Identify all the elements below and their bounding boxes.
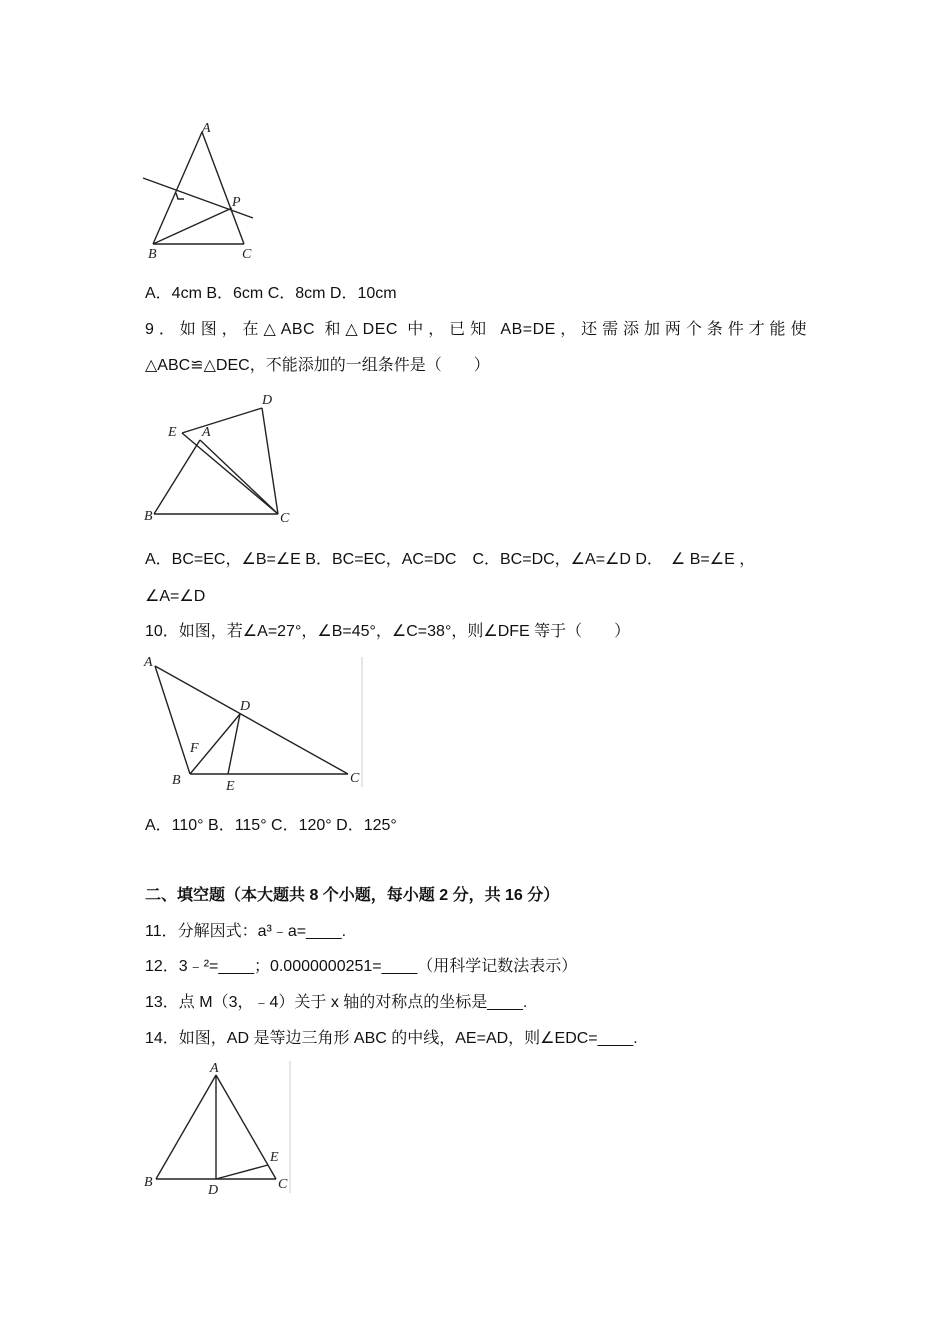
q14-label-c: C: [278, 1177, 288, 1192]
q12-text: 12．3﹣²=____；0.0000000251=____（用科学记数法表示）: [145, 958, 578, 975]
q10-label-e: E: [226, 779, 235, 794]
q13-text: 13．点 M（3，﹣4）关于 x 轴的对称点的坐标是____.: [145, 994, 528, 1011]
q8-label-b: B: [148, 247, 157, 262]
q14-label-e: E: [270, 1150, 279, 1165]
q14-label-a: A: [210, 1061, 219, 1076]
q8-options: A．4cm B．6cm C．8cm D．10cm: [145, 285, 397, 302]
q8-label-c: C: [242, 247, 252, 262]
q10-label-a: A: [144, 655, 153, 670]
q9-stem-line2: △ABC≌△DEC，不能添加的一组条件是（ ）: [145, 357, 490, 374]
q9-label-d: D: [262, 393, 273, 408]
q8-triangle-figure: [140, 120, 260, 265]
q9-label-b: B: [144, 509, 153, 524]
q10-label-b: B: [172, 773, 181, 788]
q9-triangles-figure: [140, 388, 300, 528]
q10-label-f: F: [190, 741, 199, 756]
q9-options-line1: A．BC=EC，∠B=∠E B．BC=EC，AC=DC C．BC=DC，∠A=∠D D． ∠ B=∠E ，: [145, 551, 756, 568]
q10-label-d: D: [240, 699, 251, 714]
q10-stem: 10．如图，若∠A=27°，∠B=45°，∠C=38°，则∠DFE 等于（ ）: [145, 623, 631, 640]
q8-label-a: A: [202, 121, 211, 136]
q14-text: 14．如图，AD 是等边三角形 ABC 的中线，AE=AD，则∠EDC=____.: [145, 1030, 638, 1047]
q14-label-d: D: [208, 1183, 219, 1198]
section2-title: 二、填空题（本大题共 8 个小题，每小题 2 分，共 16 分）: [145, 887, 560, 904]
q10-label-c: C: [350, 771, 360, 786]
q9-options-line2: ∠A=∠D: [145, 588, 206, 605]
q9-label-c: C: [280, 511, 290, 526]
q9-stem-line1: 9．如图，在△ABC 和△DEC 中，已知 AB=DE，还需添加两个条件才能使: [145, 321, 807, 338]
q11-text: 11．分解因式：a³﹣a=____.: [145, 923, 347, 940]
q14-label-b: B: [144, 1175, 153, 1190]
q10-options: A．110° B．115° C．120° D．125°: [145, 817, 397, 834]
q10-triangle-figure: [140, 652, 370, 797]
q9-label-e: E: [168, 425, 177, 440]
q8-label-p: P: [232, 195, 241, 210]
q14-triangle-figure: [140, 1058, 300, 1198]
q9-label-a: A: [202, 425, 211, 440]
